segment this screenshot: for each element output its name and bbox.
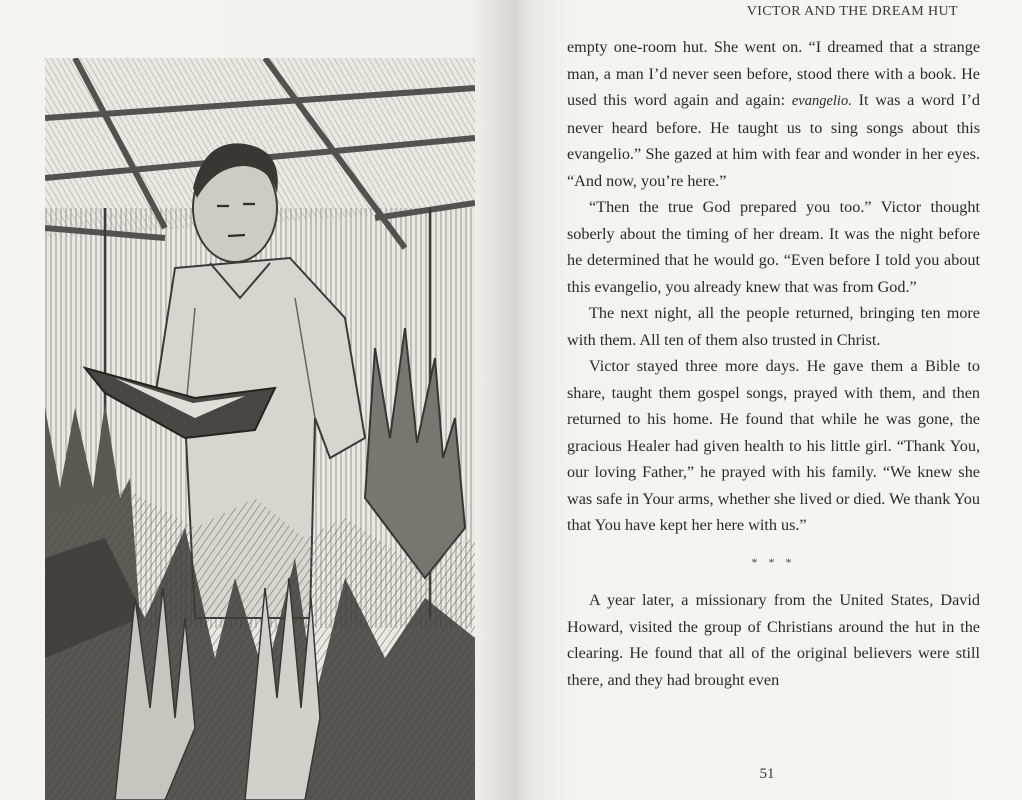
paragraph-3: The next night, all the people returned, bringing ten more with them. All ten of them also trusted in Christ.: [567, 304, 980, 349]
paragraph-1-start: empty one-room hut. She went on. “I dreamed that a strange man, a man I’d never seen before, stood there with a book. He used this word again and again:: [567, 38, 980, 109]
paragraph-5: A year later, a missionary from the United States, David Howard, visited the group of Christians around the hut in the clearing. He found that all of the original believers were still there, and they had brought even: [567, 591, 980, 689]
page-number: 51: [759, 766, 775, 782]
running-head: VICTOR AND THE DREAM HUT: [746, 4, 958, 19]
paragraph-2: “Then the true God prepared you too.” Victor thought soberly about the timing of her dream. It was the night before he determined that he would go. “Even before I told you about this evangelio, you already knew that was from God.”: [567, 198, 980, 296]
paragraph-1-italic: evangelio.: [791, 93, 852, 109]
section-separator: * * *: [751, 554, 796, 569]
paragraph-4: Victor stayed three more days. He gave them a Bible to share, taught them gospel songs, prayed with them, and then returned to his home. He found that while he was gone, the gracious Healer had given health to his little girl. “Thank You, our loving Father,” he prayed with his family. “We knew she was safe in Your arms, whether she lived or died. We thank You that You have kept her here with us.”: [567, 357, 980, 534]
illustration: [45, 58, 475, 800]
pencil-illustration-icon: [45, 58, 475, 800]
right-page: [512, 0, 1022, 800]
paragraph-1: [567, 34, 980, 194]
paragraph-1-end: It was a word I’d never heard before. He taught us to sing songs about this evangelio.” She gazed at him with fear and wonder in her eyes. “And now, you’re here.”: [567, 91, 981, 190]
left-page: [0, 0, 510, 800]
body-text: [567, 34, 980, 693]
